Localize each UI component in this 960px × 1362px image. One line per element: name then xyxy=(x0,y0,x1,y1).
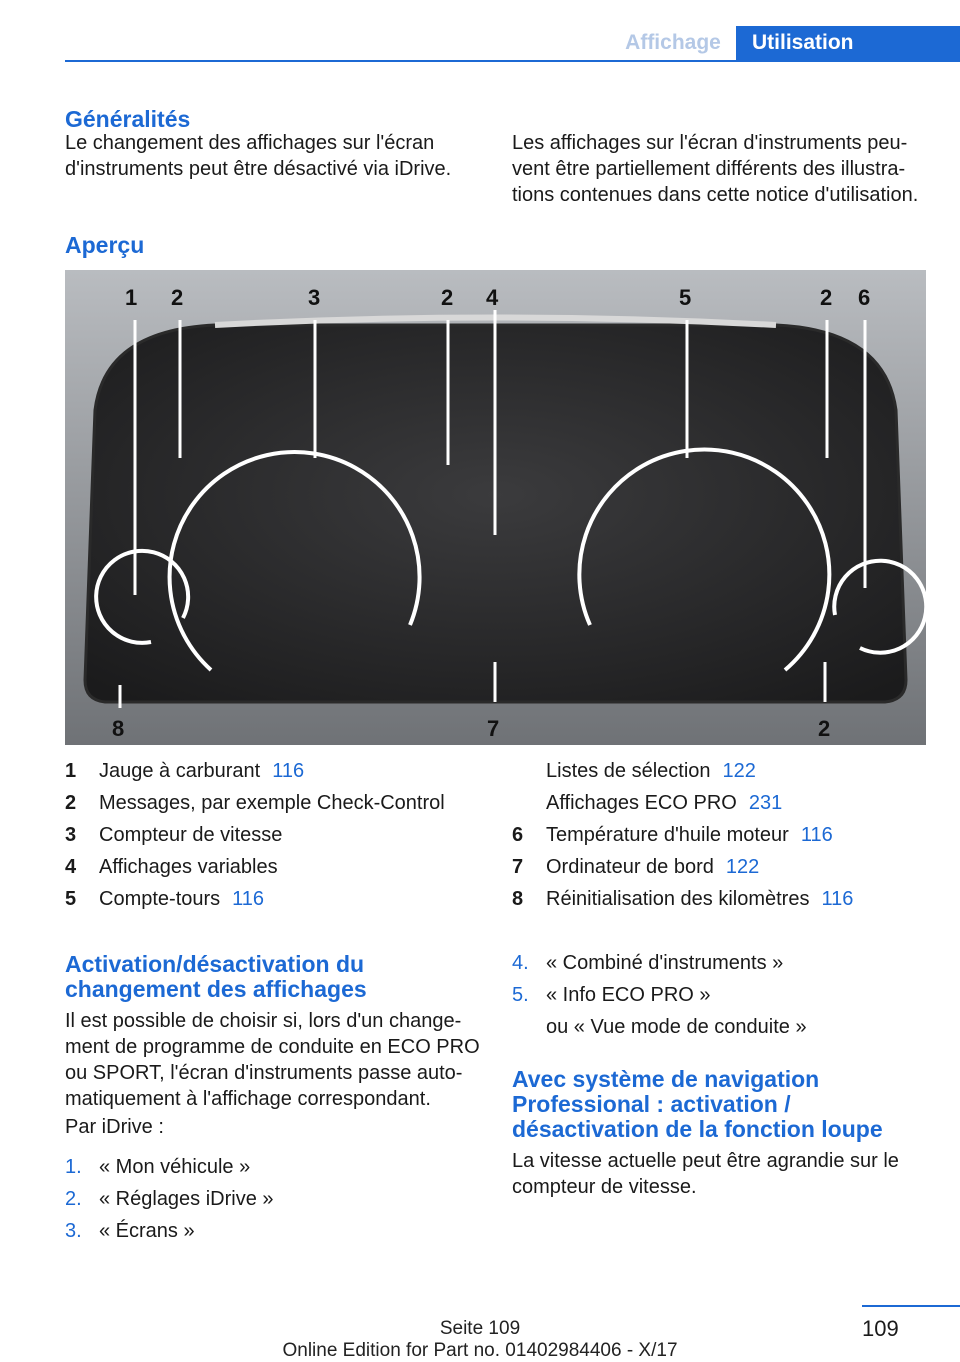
legend-text: Messages, par exemple Check-Control xyxy=(99,792,445,814)
legend-number: 6 xyxy=(512,824,524,846)
instrument-cluster-svg xyxy=(65,270,926,745)
navigation-body-line-1: La vitesse actuelle peut être agrandie sur le xyxy=(512,1150,899,1172)
section-title-navigation-2: Professional : activation / xyxy=(512,1091,791,1117)
step-text: « Combiné d'instruments » xyxy=(546,952,784,974)
page-reference[interactable]: 116 xyxy=(272,760,305,782)
page-reference[interactable]: 231 xyxy=(748,792,783,814)
legend-number: 2 xyxy=(65,792,77,814)
step-number: 1. xyxy=(65,1156,82,1178)
footer-rule xyxy=(862,1305,960,1307)
tab-utilisation[interactable]: Utilisation xyxy=(736,26,960,60)
generalites-right-line-1: Les affichages sur l'écran d'instruments peu- xyxy=(512,132,908,154)
page-reference[interactable]: 116 xyxy=(800,824,833,846)
legend-number: 8 xyxy=(512,888,524,910)
activation-body-line-1: Il est possible de choisir si, lors d'un change- xyxy=(65,1010,462,1032)
header-tabs xyxy=(0,26,960,62)
callout-label-1: 1 xyxy=(125,285,138,310)
legend-number: 3 xyxy=(65,824,77,846)
step-text: « Info ECO PRO » xyxy=(546,984,711,1006)
step-number: 5. xyxy=(512,984,529,1006)
generalites-left-line-2: d'instruments peut être désactivé via iDrive. xyxy=(65,158,452,180)
legend-text: Affichages variables xyxy=(99,856,278,878)
legend-number: 5 xyxy=(65,888,77,910)
instrument-cluster-illustration xyxy=(65,270,926,745)
step-number: 2. xyxy=(65,1188,82,1210)
legend-text: Listes de sélection xyxy=(546,760,711,782)
legend-text: Affichages ECO PRO xyxy=(546,792,737,814)
step-text: « Écrans » xyxy=(99,1220,195,1242)
section-title-activation-2: changement des affichages xyxy=(65,976,367,1002)
legend-number: 4 xyxy=(65,856,77,878)
section-title-navigation-1: Avec système de navigation xyxy=(512,1066,820,1092)
callout-label-2b: 2 xyxy=(441,285,454,310)
callout-label-8: 8 xyxy=(112,716,125,741)
page-label: Seite 109 xyxy=(439,1318,521,1339)
callout-label-3: 3 xyxy=(308,285,321,310)
step-text: « Réglages iDrive » xyxy=(99,1188,274,1210)
step-number: 3. xyxy=(65,1220,82,1242)
callout-label-2d: 2 xyxy=(818,716,831,741)
navigation-body-line-2: compteur de vitesse. xyxy=(512,1176,697,1198)
legend-text: Compteur de vitesse xyxy=(99,824,283,846)
callout-label-2a: 2 xyxy=(171,285,184,310)
callout-label-6: 6 xyxy=(858,285,871,310)
legend-number: 7 xyxy=(512,856,524,878)
callout-label-2c: 2 xyxy=(820,285,833,310)
legend-text: Jauge à carburant xyxy=(99,760,261,782)
generalites-left-line-1: Le changement des affichages sur l'écran xyxy=(65,132,435,154)
section-title-navigation-3: désactivation de la fonction loupe xyxy=(512,1116,883,1142)
step-number: 4. xyxy=(512,952,529,974)
page-number: 109 xyxy=(862,1316,899,1341)
section-title-apercu: Aperçu xyxy=(65,232,145,258)
section-title-generalites: Généralités xyxy=(65,106,191,132)
page-reference[interactable]: 116 xyxy=(821,888,854,910)
page-reference[interactable]: 122 xyxy=(722,760,756,782)
step-text: ou « Vue mode de conduite » xyxy=(546,1016,807,1038)
generalites-right-line-2: vent être partiellement différents des illustra- xyxy=(512,158,906,180)
par-idrive-label: Par iDrive : xyxy=(65,1116,164,1138)
legend-text: Température d'huile moteur xyxy=(546,824,789,846)
callout-label-4: 4 xyxy=(486,285,499,310)
step-text: « Mon véhicule » xyxy=(99,1156,251,1178)
legend-text: Réinitialisation des kilomètres xyxy=(546,888,810,910)
header-rule xyxy=(65,60,960,62)
activation-body-line-2: ment de programme de conduite en ECO PRO xyxy=(65,1036,480,1058)
page-reference[interactable]: 122 xyxy=(725,856,760,878)
activation-body-line-3: ou SPORT, l'écran d'instruments passe auto- xyxy=(65,1062,463,1084)
callout-label-7: 7 xyxy=(487,716,500,741)
section-title-activation-1: Activation/désactivation du xyxy=(65,951,365,977)
legend-text: Compte-tours xyxy=(99,888,221,910)
legend-text: Ordinateur de bord xyxy=(546,856,714,878)
tab-affichage[interactable]: Affichage xyxy=(625,31,721,54)
generalites-right-line-3: tions contenues dans cette notice d'utilisation. xyxy=(512,184,919,206)
page-reference[interactable]: 116 xyxy=(232,888,265,910)
activation-body-line-4: matiquement à l'affichage correspondant. xyxy=(65,1088,431,1110)
legend-number: 1 xyxy=(65,760,77,782)
callout-label-5: 5 xyxy=(679,285,692,310)
online-edition-footer: Online Edition for Part no. 01402984406 - X/17 xyxy=(282,1340,678,1361)
